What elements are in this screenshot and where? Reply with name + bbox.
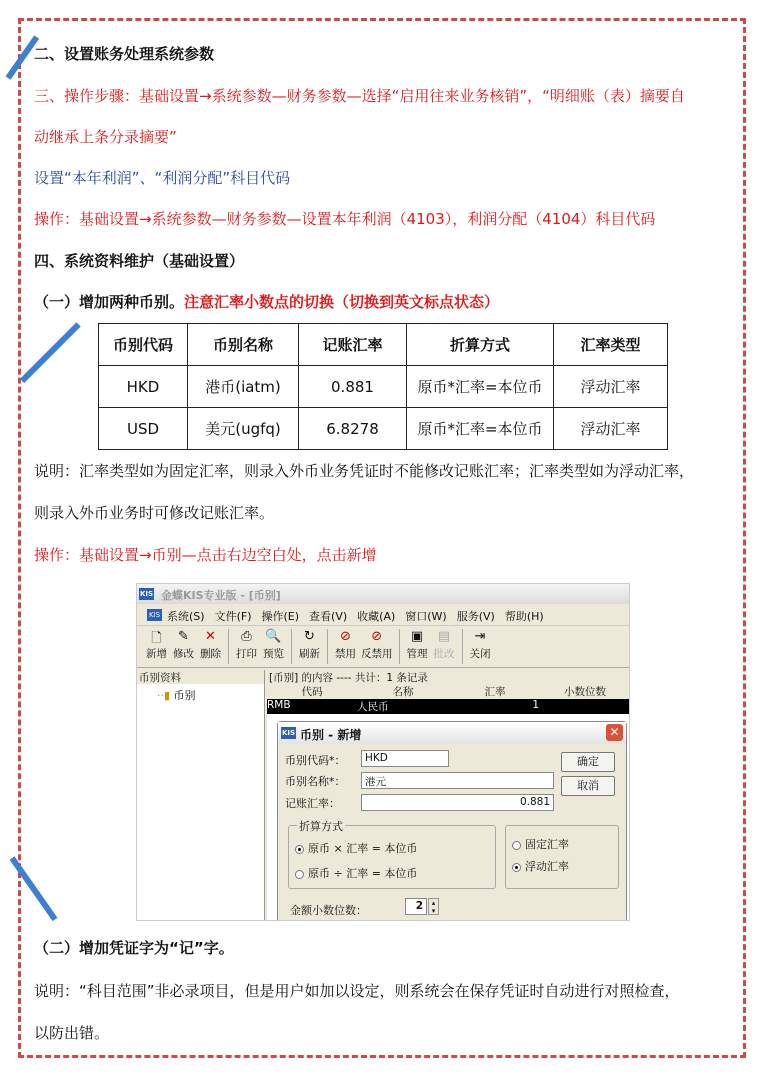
heading-4: 四、系统资料维护（基础设置）	[34, 252, 245, 270]
toolbar-separator	[399, 629, 400, 664]
cell: 港币(iatm)	[188, 366, 299, 408]
code-label: 币别代码*：	[285, 754, 346, 767]
decimals-label: 金额小数位数：	[290, 904, 367, 917]
cell: 美元(ugfq)	[188, 408, 299, 450]
list-columns	[267, 684, 629, 699]
toolbar-label: 关闭	[469, 648, 491, 660]
window-title	[137, 584, 629, 604]
toolbar-label: 管理	[406, 648, 428, 660]
table-row	[99, 366, 668, 408]
name-input[interactable]: 港元	[361, 772, 554, 789]
kis-logo-icon: KIS	[281, 729, 296, 737]
toolbar-separator	[228, 629, 229, 664]
name-label: 币别名称*：	[285, 775, 346, 788]
toolbar-label: 打印	[236, 648, 257, 660]
cell: HKD	[99, 366, 188, 408]
toolbar-label: 删除	[200, 648, 221, 660]
radio-label: 固定汇率	[525, 838, 569, 851]
toolbar-separator	[291, 629, 292, 664]
radio-label: 原币 ÷ 汇率 = 本位币	[308, 867, 418, 880]
rate-input[interactable]: 0.881	[361, 794, 554, 811]
menu-item[interactable]: 帮助(H)	[504, 610, 544, 623]
method-divide-radio[interactable]	[295, 865, 417, 881]
toolbar-button-8[interactable]	[406, 629, 429, 664]
menu-item[interactable]: 文件(F)	[214, 610, 252, 623]
cell: RMB	[267, 699, 291, 711]
kis-logo-icon: KIS	[148, 611, 161, 619]
note2-text: 说明：“科目范围”非必录项目，但是用户如加以设定，则系统会在保存凭证时自动进行对照检查，	[34, 982, 680, 1000]
close-icon: ⇥	[474, 629, 486, 644]
cell: 0.881	[299, 366, 407, 408]
operation-text: 操作：基础设置→系统参数—财务参数—设置本年利润（4103），利润分配（4104）科目代码	[34, 210, 656, 228]
currency-table	[98, 323, 668, 450]
tree-item-label: 币别	[173, 689, 196, 702]
code-input[interactable]: HKD	[361, 750, 449, 767]
menu-item[interactable]: 操作(E)	[261, 610, 300, 623]
cell: USD	[99, 408, 188, 450]
tree-item[interactable]	[137, 684, 264, 703]
toolbar-label: 新增	[146, 648, 167, 660]
column-header[interactable]: 代码	[301, 686, 323, 698]
toolbar-button-5[interactable]	[298, 629, 321, 664]
toolbar-label: 修改	[173, 648, 194, 660]
menu-item[interactable]: 窗口(W)	[405, 610, 447, 623]
set-profit-text: 设置“本年利润”、“利润分配”科目代码	[34, 169, 291, 187]
software-screenshot	[136, 583, 630, 921]
dialog-title-text: 币别 - 新增	[300, 728, 362, 742]
toolbar-button-4[interactable]	[262, 629, 285, 664]
cell: 浮动汇率	[554, 366, 668, 408]
method-multiply-radio[interactable]	[295, 840, 417, 856]
column-header[interactable]: 小数位数	[564, 686, 606, 698]
subheading-text: （一）增加两种币别。	[34, 293, 185, 311]
float-rate-radio[interactable]	[512, 858, 569, 874]
method-group	[288, 820, 496, 889]
delete-icon: ✕	[205, 629, 216, 644]
table-header-row	[99, 324, 668, 366]
folder-icon: ··▮	[157, 689, 174, 702]
fixed-rate-radio[interactable]	[512, 836, 569, 852]
toolbar-button-3[interactable]	[235, 629, 258, 664]
rate-type-group	[505, 825, 619, 889]
new-icon: 🗋	[151, 631, 162, 646]
operation-text-2: 操作：基础设置→币别—点击右边空白处，点击新增	[34, 546, 377, 564]
toolbar-separator	[462, 629, 463, 664]
toolbar-label: 预览	[263, 648, 284, 660]
menu-item[interactable]: 查看(V)	[309, 610, 348, 623]
toolbar-label: 禁用	[335, 648, 356, 660]
cell: 1	[532, 699, 539, 711]
column-header[interactable]: 汇率	[484, 686, 506, 698]
disable-icon: ⊘	[340, 629, 351, 644]
cell: 原币*汇率=本位币	[407, 366, 554, 408]
ok-button[interactable]: 确定	[561, 752, 615, 772]
toolbar-button-2[interactable]	[199, 629, 222, 664]
kis-logo-icon: KIS	[139, 590, 154, 598]
manage-icon: ▣	[410, 629, 424, 644]
header-cell: 币别名称	[188, 324, 299, 366]
refresh-icon: ↻	[304, 629, 315, 644]
title-text: 金蝶KIS专业版 - [币别]	[161, 589, 281, 602]
group-label: 折算方式	[299, 820, 343, 833]
toolbar-label: 刷新	[299, 648, 320, 660]
header-cell: 记账汇率	[299, 324, 407, 366]
note-text: 说明：汇率类型如为固定汇率，则录入外币业务凭证时不能修改记账汇率；汇率类型如为浮动汇率，	[34, 462, 695, 480]
header-cell: 汇率类型	[554, 324, 668, 366]
header-cell: 折算方式	[407, 324, 554, 366]
menu-item[interactable]: 收藏(A)	[357, 610, 396, 623]
menu-item[interactable]: 系统(S)	[167, 610, 205, 623]
cell: 浮动汇率	[554, 408, 668, 450]
toolbar-button-9[interactable]	[433, 629, 456, 664]
toolbar-button-0[interactable]	[145, 629, 168, 664]
dialog-title	[278, 722, 626, 744]
cell	[541, 699, 629, 714]
toolbar-button-10[interactable]	[469, 629, 492, 664]
rate-label: 记账汇率：	[285, 797, 340, 810]
decimals-stepper[interactable]: 2	[405, 898, 427, 915]
step3-text: 三、操作步骤：基础设置→系统参数—财务参数—选择“启用往来业务核销”，“明细账（表）摘要自	[34, 87, 685, 105]
toolbar-separator	[327, 629, 328, 664]
spin-arrows-icon[interactable]: ▴ ▾	[428, 898, 439, 915]
menu-bar	[137, 604, 629, 626]
cell: 人民币	[357, 701, 389, 713]
list-row[interactable]	[267, 699, 629, 714]
print-icon: ⎙	[241, 629, 252, 644]
note-text-cont: 则录入外币业务时可修改记账汇率。	[34, 504, 275, 522]
toolbar-label: 反禁用	[361, 648, 393, 660]
subheading-1	[34, 291, 499, 312]
preview-icon: 🔍	[265, 629, 282, 644]
header-cell: 币别代码	[99, 324, 188, 366]
toolbar-button-1[interactable]	[172, 629, 195, 664]
cell: 原币*汇率=本位币	[407, 408, 554, 450]
menu-item[interactable]: 服务(V)	[456, 610, 495, 623]
cancel-button[interactable]: 取消	[561, 776, 615, 796]
tree-header: 币别资料	[137, 670, 264, 684]
close-icon[interactable]: ✕	[606, 724, 623, 741]
subheading-2: （二）增加凭证字为“记”字。	[34, 939, 234, 957]
toolbar-button-7[interactable]	[361, 629, 393, 664]
note2-text-cont: 以防出错。	[34, 1024, 110, 1042]
radio-label: 浮动汇率	[525, 860, 569, 873]
toolbar	[137, 626, 629, 668]
radio-label: 原币 × 汇率 = 本位币	[308, 842, 418, 855]
table-row	[99, 408, 668, 450]
undisable-icon: ⊘	[371, 629, 383, 644]
batch-icon: ▤	[437, 629, 451, 644]
cell: 6.8278	[299, 408, 407, 450]
step3-text-cont: 动继承上条分录摘要”	[34, 128, 177, 146]
column-header[interactable]: 名称	[392, 686, 414, 698]
toolbar-button-6[interactable]	[334, 629, 357, 664]
list-header: [币别] 的内容 ---- 共计：1 条记录	[267, 670, 629, 684]
toolbar-label: 批改	[433, 648, 455, 660]
heading-2: 二、设置账务处理系统参数	[34, 45, 215, 63]
new-currency-dialog	[277, 721, 627, 921]
edit-icon: ✎	[178, 629, 189, 644]
subheading-note: 注意汇率小数点的切换（切换到英文标点状态）	[184, 293, 500, 311]
tree-panel	[137, 670, 265, 921]
